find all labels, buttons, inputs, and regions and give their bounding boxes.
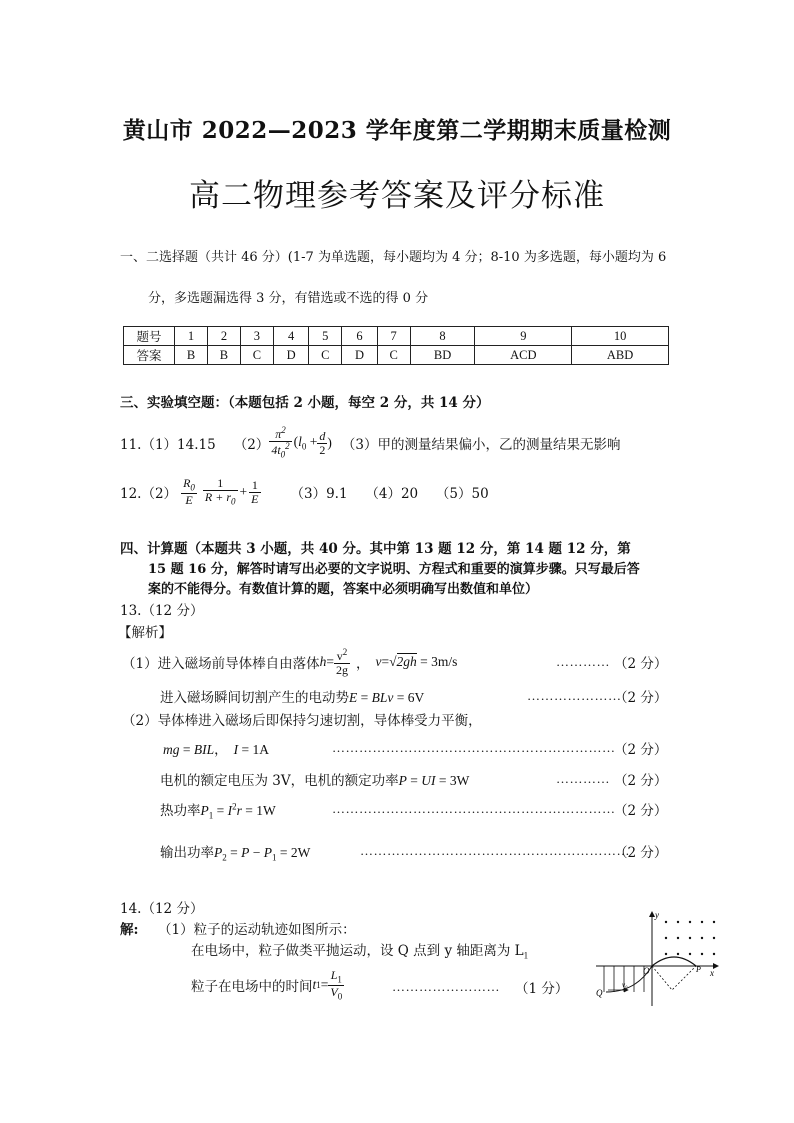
q13-l6-score: （2 分）: [614, 803, 668, 819]
q12-part2-label: 12.（2）: [120, 486, 178, 502]
table-cell: B: [207, 346, 240, 365]
q13-line2: 进入磁场瞬间切割产生的电动势E = BLv = 6V: [160, 690, 425, 706]
table-cell: 1: [175, 327, 208, 346]
q13-l6-dots: ………………………………………………………: [332, 801, 616, 816]
q14-line3: 粒子在电场中的时间 t 1 = $\frac{L_1}{V_0}$: [191, 967, 343, 1001]
page-title: 黄山市 2022—2023 学年度第二学期期末质量检测: [122, 117, 672, 144]
dashed-path: [652, 966, 696, 990]
origin-label: O: [643, 966, 650, 976]
q12-formula-c: $\frac{1}{E}$: [251, 477, 259, 506]
q13-line7: 输出功率$P_2 = P - P_1 = 2W$: [160, 845, 311, 863]
q13-line6: 热功率$P_1 = I^2r = 1W$: [160, 801, 276, 821]
q13-l4-dots: ………………………………………………………: [332, 740, 616, 755]
table-cell: C: [309, 346, 342, 365]
q13-line4: mg = BIL， I = 1A: [163, 742, 269, 757]
table-cell: 9: [475, 327, 572, 346]
table-cell: 6: [342, 327, 377, 346]
table-row: [124, 327, 669, 346]
page-subtitle: 高二物理参考答案及评分标准: [189, 178, 605, 214]
q13-l1-sqrt: √2gh = 3m/s: [389, 654, 458, 669]
table-cell: BD: [410, 346, 475, 365]
q12-plus: +: [239, 484, 248, 499]
q13-l1-frac: $\frac{v^2}{2g}$: [335, 646, 348, 677]
q13-l2-score: （2 分）: [614, 690, 668, 706]
q14-jie: 解:: [120, 922, 139, 938]
q13-l5-dots: …………: [556, 771, 610, 786]
q13-line5: 电机的额定电压为 3V，电机的额定功率P = UI = 3W: [160, 773, 470, 789]
q13-analysis: 【解析】: [118, 625, 172, 641]
table-cell: 7: [377, 327, 410, 346]
trajectory-diagram: [592, 908, 722, 1008]
field-dots: [665, 921, 715, 955]
q13-label: 13.（12 分）: [120, 603, 204, 619]
q13-l4-score: （2 分）: [614, 742, 668, 758]
q14-label: 14.（12 分）: [120, 901, 204, 917]
q14-l3-dots: ……………………: [392, 979, 500, 994]
table-cell: D: [342, 346, 377, 365]
q11-part1: 11.（1）14.15: [120, 437, 216, 453]
q14-l2-text: 在电场中，粒子做类平抛运动，设 Q 点到 y 轴距离为 L: [191, 943, 524, 959]
arc-path: [652, 957, 696, 966]
table-cell: 8: [410, 327, 475, 346]
q13-l6-text: 热功率: [160, 803, 201, 819]
table-cell: 3: [240, 327, 273, 346]
q14-l3-text: 粒子在电场中的时间: [191, 979, 313, 995]
q12-rest: （3）9.1 （4）20 （5）50: [290, 486, 489, 502]
q14-l3-frac: $\frac{L_1}{V_0}$: [330, 967, 343, 1001]
q12-formula-a: $\frac{R_0}{E}$: [183, 476, 195, 508]
q13-l5-score: （2 分）: [614, 773, 668, 789]
q11-formula-close: ): [327, 435, 332, 450]
q13-l5-text: 电机的额定电压为 3V，电机的额定功率: [160, 773, 399, 789]
q13-l7-dots: ……………………………………………………: [360, 843, 630, 858]
q12-line: [120, 474, 489, 510]
q12-formula-b: $\frac{1}{R + r_0}$: [204, 476, 236, 507]
table-row: [124, 346, 669, 365]
x-axis-label: x: [710, 968, 714, 978]
q13-l1-v: v: [375, 654, 382, 669]
q13-l7-text: 输出功率: [160, 845, 214, 861]
table-cell: ACD: [475, 346, 572, 365]
table-cell: 5: [309, 327, 342, 346]
q13-l2-text: 进入磁场瞬间切割产生的电动势: [160, 690, 349, 706]
table-cell: 答案: [124, 346, 175, 365]
section1-heading-cont: 分，多选题漏选得 3 分，有错选或不选的得 0 分: [148, 291, 429, 306]
table-cell: D: [273, 346, 308, 365]
table-cell: 题号: [124, 327, 175, 346]
v0-label: v₀: [622, 981, 628, 989]
section4-heading-cont2: 案的不能得分。有数值计算的题，答案中必须明确写出数值和单位）: [148, 582, 539, 597]
q13-l7-score: （2 分）: [614, 845, 668, 861]
q13-l1-score: （2 分）: [614, 656, 668, 672]
section4-heading: 四、计算题（本题共 3 小题，共 40 分。其中第 13 题 12 分，第 14 题 12 分，第: [120, 541, 631, 557]
q14-line1: （1）粒子的运动轨迹如图所示：: [158, 922, 356, 938]
q14-l3-score: （1 分）: [515, 981, 569, 997]
q-label: Q: [596, 988, 603, 998]
table-cell: B: [175, 346, 208, 365]
q11-part3: （3）甲的测量结果偏小，乙的测量结果无影响: [341, 437, 621, 453]
q11-line: [120, 425, 621, 461]
section1-heading: 一、二选择题（共计 46 分）(1-7 为单选题，每小题均为 4 分；8-10 为多选题，每小题均为 6: [120, 250, 667, 265]
table-cell: C: [377, 346, 410, 365]
section3-heading: 三、实验填空题：（本题包括 2 小题，每空 2 分，共 14 分）: [120, 395, 490, 411]
q14-line2: 在电场中，粒子做类平抛运动，设 Q 点到 y 轴距离为 $L_1$: [191, 943, 529, 961]
q13-l1-text: （1）进入磁场前导体棒自由落体: [122, 656, 320, 672]
q11-formula-bracket: ($l_0$ +: [293, 434, 318, 452]
section4-heading-cont: 15 题 16 分，解答时请写出必要的文字说明、方程式和重要的演算步骤。只写最后答: [148, 562, 640, 577]
q11-part2-label: （2）: [233, 437, 270, 453]
q13-l1-h: h: [319, 654, 327, 669]
q13-line3: （2）导体棒进入磁场后即保持匀速切割，导体棒受力平衡，: [122, 713, 482, 729]
q13-l1-dots: …………: [556, 654, 610, 669]
table-cell: 2: [207, 327, 240, 346]
q11-formula: $\frac{\pi^2}{4t_0^2}$: [271, 425, 290, 460]
answer-table: [123, 326, 669, 365]
y-axis-label: y: [655, 910, 659, 920]
p-label: P: [696, 965, 701, 974]
table-cell: 4: [273, 327, 308, 346]
q13-line1: （1）进入磁场前导体棒自由落体 h = $\frac{v^2}{2g}$ ， v = √2gh = 3m/s: [122, 646, 458, 677]
table-cell: ABD: [572, 346, 669, 365]
q13-l2-dots: …………………: [527, 688, 622, 703]
table-cell: C: [240, 346, 273, 365]
q11-formula-frac: $\frac{d}{2}$: [319, 428, 326, 457]
table-cell: 10: [572, 327, 669, 346]
